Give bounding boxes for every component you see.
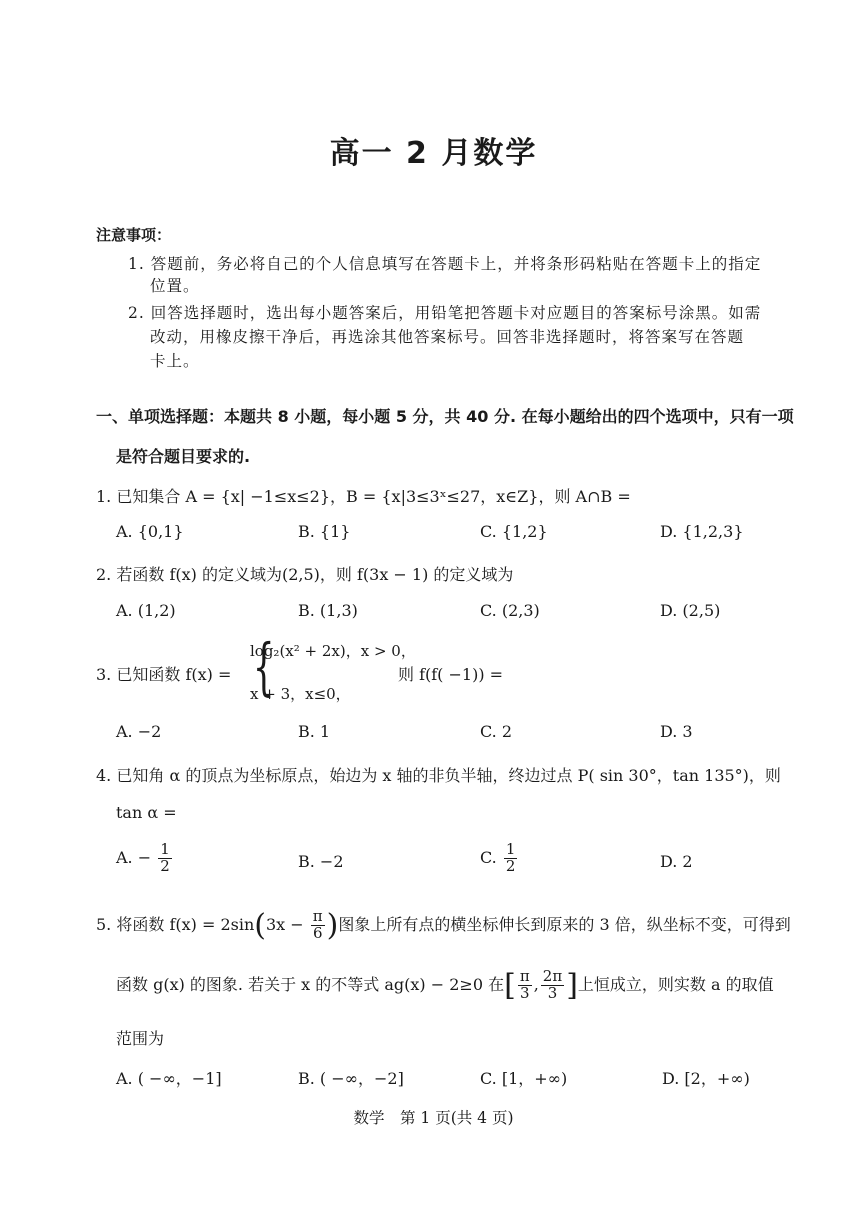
fraction-numerator: 2π [542,967,563,986]
question-5-option-d: D. [2，+∞) [662,1069,750,1088]
question-3-prefix: 3. 已知函数 f(x) = [96,665,232,684]
question-3-suffix: 则 f(f( −1)) = [398,665,504,684]
question-3-option-d: D. 3 [660,722,693,741]
fraction-two-pi-over-three [541,969,564,1002]
question-5-function-prefix: 5. 将函数 f(x) = 2sin [96,915,255,934]
question-3-option-b: B. 1 [298,722,331,741]
section-heading-line-2: 是符合题目要求的. [116,447,251,466]
question-4-line-2: tan α = [116,803,177,822]
fraction-numerator: 1 [160,840,170,858]
notice-line-1: 1. 答题前，务必将自己的个人信息填写在答题卡上，并将条形码粘贴在答题卡上的指定 [128,255,762,273]
question-4-option-b: B. −2 [298,852,344,871]
question-4-option-a-prefix: A. − [116,847,152,867]
question-5-inner-expr: 3x − [265,915,304,934]
notice-heading: 注意事项： [96,226,172,244]
fraction-pi-over-six [311,909,325,942]
question-5-line-3: 范围为 [116,1029,165,1048]
notice-line-2: 位置。 [150,277,200,295]
question-5-line-2: 函数 g(x) 的图象. 若关于 x 的不等式 ag(x) − 2≥0 在[ $\frac{\pi}{3}$ , $\frac{2\pi}{3}$ ]上恒成立，则实数 a 的取值 [116,967,774,1003]
section-heading-line-1: 一、单项选择题：本题共 8 小题，每小题 5 分，共 40 分. 在每小题给出的四个选项中，只有一项 [96,407,794,426]
question-4-option-c [480,842,519,875]
fraction-numerator: 1 [505,840,516,858]
fraction-numerator: π [519,967,530,986]
question-5-option-a: A. ( −∞，−1] [116,1069,222,1088]
page-title: 高一 2 月数学 [329,136,538,171]
question-5-line-2-start: 函数 g(x) 的图象. 若关于 x 的不等式 ag(x) − 2≥0 在 [116,975,505,994]
question-4-option-d: D. 2 [660,852,693,871]
left-bracket: [ [504,968,516,1003]
question-4-option-c-prefix: C. [480,847,497,867]
right-paren: ) [326,908,339,943]
question-2-option-b: B. (1,3) [298,601,358,620]
question-5-line-1 [96,908,791,943]
piecewise-brace: { [252,630,275,703]
question-5-option-c: C. [1，+∞) [480,1069,568,1088]
fraction-numerator: π [312,907,323,926]
question-2-option-a: A. (1,2) [116,601,176,620]
question-1-option-c: C. {1,2} [480,522,548,541]
notice-line-4: 改动，用橡皮擦干净后，再选涂其他答案标号。回答非选择题时，将答案写在答题 [150,328,745,346]
page-footer: 数学 第 1 页(共 4 页) [353,1109,514,1127]
notice-line-3: 2. 回答选择题时，选出每小题答案后，用铅笔把答题卡对应题目的答案标号涂黑。如需 [128,304,762,322]
notice-line-5: 卡上。 [150,352,200,370]
question-4-option-a [116,842,174,875]
question-1-stem: 1. 已知集合 A = {x| −1≤x≤2}，B = {x|3≤3ˣ≤27，x∈Z}，则 A∩B = [96,487,631,506]
question-5-line-1-rest: 图象上所有点的横坐标伸长到原来的 3 倍，纵坐标不变，可得到 [338,915,791,934]
question-2-option-d: D. (2,5) [660,601,721,620]
question-3-case-1: log₂(x² + 2x)，x > 0， [250,642,416,660]
question-2-option-c: C. (2,3) [480,601,540,620]
question-5-line-2-rest: 上恒成立，则实数 a 的取值 [577,975,774,994]
question-4-line-1: 4. 已知角 α 的顶点为坐标原点，始边为 x 轴的非负半轴，终边过点 P( sin 30°，tan 135°)，则 [96,766,781,785]
fraction-denominator: 6 [312,924,323,942]
left-paren: ( [254,908,266,943]
question-5-option-b: B. ( −∞，−2] [298,1069,404,1088]
fraction-pi-over-three [518,969,532,1002]
question-1-option-d: D. {1,2,3} [660,522,744,541]
question-3-option-c: C. 2 [480,722,513,741]
fraction-one-half-c [504,842,518,875]
right-bracket: ] [566,968,578,1003]
fraction-denominator: 2 [160,856,170,875]
fraction-denominator: 2 [505,856,516,875]
fraction-one-half-a [158,842,172,875]
fraction-denominator: 3 [547,984,558,1002]
fraction-denominator: 3 [519,984,530,1002]
question-2-stem: 2. 若函数 f(x) 的定义域为(2,5)，则 f(3x − 1) 的定义域为 [96,565,514,584]
question-3-option-a: A. −2 [116,722,162,741]
question-1-option-a: A. {0,1} [116,522,184,541]
question-3-case-2: x + 3，x≤0， [250,685,351,703]
question-1-option-b: B. {1} [298,522,351,541]
